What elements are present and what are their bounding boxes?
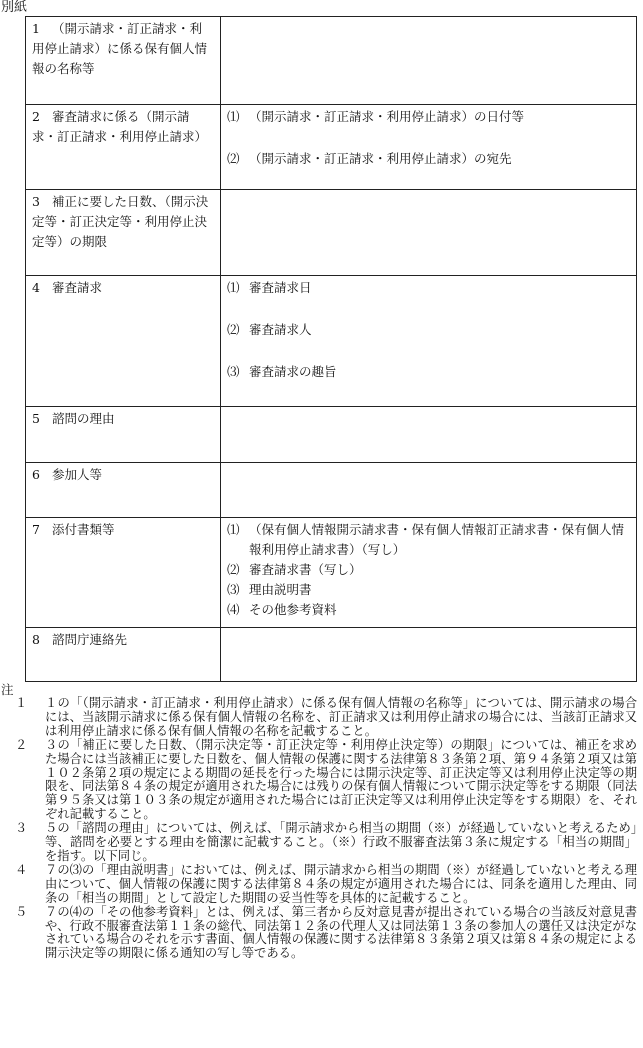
row-1-content-cell[interactable] (221, 17, 637, 105)
note-text: ７の⑷の「その他参考資料」とは、例えば、第三者から反対意見書が提出されている場合の当該反対意見書や、行政不服審査法第１１条の総代、同法第１２条の代理人又は同法第１３条の参加人の選任又は決定がなされている場合のそれを示す書面、個人情報の保護に関する法律第８３条第２項又は第８４条の規定による開示決定等の期限に係る通知の写し等である。 (45, 904, 637, 961)
item-index: ⑵ (227, 151, 240, 166)
page-label: 別紙 (1, 0, 28, 15)
list-item (227, 520, 630, 560)
row-6-label-cell (26, 463, 221, 518)
row-label: 添付書類等 (52, 522, 115, 537)
table-row (26, 276, 637, 407)
item-text: （保有個人情報開示請求書・保有個人情報訂正請求書・保有個人情報利用停止請求書）（写し） (249, 522, 625, 557)
row-2-content-cell (221, 105, 637, 190)
row-5-label-cell (26, 407, 221, 463)
row-3-content-cell[interactable] (221, 190, 637, 276)
list-item (227, 600, 630, 620)
note-number: ２ (15, 737, 28, 752)
notes-title: 注 (1, 682, 14, 697)
list-item (227, 278, 630, 298)
note-item (15, 739, 637, 822)
item-index: ⑴ (227, 522, 240, 537)
row-4-content-cell (221, 276, 637, 407)
notes-list (15, 697, 637, 961)
table-row (26, 463, 637, 518)
note-number: ５ (15, 904, 28, 919)
table-row (26, 190, 637, 276)
item-text: その他参考資料 (249, 602, 337, 617)
note-number: １ (15, 696, 28, 710)
row-label: 審査請求 (52, 280, 103, 295)
row-number: 1 (32, 21, 40, 36)
item-text: （開示請求・訂正請求・利用停止請求）の日付等 (249, 109, 525, 124)
note-item (15, 697, 637, 739)
row-8-label-cell (26, 628, 221, 682)
item-text: （開示請求・訂正請求・利用停止請求）の宛先 (249, 151, 512, 166)
list-item (227, 362, 630, 382)
table-row (26, 518, 637, 628)
note-number: ３ (15, 821, 28, 836)
note-item (15, 864, 637, 906)
row-number: 7 (32, 522, 40, 537)
row-6-content-cell[interactable] (221, 463, 637, 518)
row-number: 8 (32, 632, 40, 647)
row-label: 参加人等 (52, 467, 103, 482)
table-row (26, 628, 637, 682)
list-item (227, 320, 630, 340)
item-text: 理由説明書 (249, 582, 312, 597)
list-item (227, 149, 630, 169)
row-1-label-cell (26, 17, 221, 105)
table-row (26, 407, 637, 463)
note-text: ５の「諮問の理由」については、例えば、「開示請求から相当の期間（※）が経過していないと考えるため」等、諮問を必要とする理由を簡潔に記載すること。（※）行政不服審査法第３条に規定する「相当の期間」を指す。以下同じ。 (45, 821, 637, 863)
list-item (227, 107, 630, 127)
row-2-label-cell (26, 105, 221, 190)
note-item (15, 906, 637, 962)
table-row (26, 17, 637, 105)
row-label: 審査請求に係る（開示請求・訂正請求・利用停止請求） (32, 109, 208, 144)
row-label: （開示請求・訂正請求・利用停止請求）に係る保有個人情報の名称等 (32, 21, 208, 76)
item-index: ⑶ (227, 582, 240, 597)
row-number: 4 (32, 280, 40, 295)
note-item (15, 822, 637, 864)
table-row (26, 105, 637, 190)
item-index: ⑵ (227, 322, 240, 337)
row-label: 補正に要した日数、（開示決定等・訂正決定等・利用停止決定等）の期限 (32, 194, 209, 249)
row-number: 3 (32, 194, 40, 209)
item-index: ⑶ (227, 364, 240, 379)
item-index: ⑴ (227, 280, 240, 295)
row-8-content-cell[interactable] (221, 628, 637, 682)
item-index: ⑴ (227, 109, 240, 124)
item-index: ⑷ (227, 602, 240, 617)
row-label: 諮問の理由 (52, 411, 115, 426)
row-5-content-cell[interactable] (221, 407, 637, 463)
note-text: ７の⑶の「理由説明書」においては、例えば、開示請求から相当の期間（※）が経過していないと考える理由について、個人情報の保護に関する法律第８４条の規定が適用された場合には、同条を適用した理由、同条の「相当の期間」として設定した期間の妥当性等を具体的に記載すること。 (45, 862, 637, 905)
form-table (25, 16, 637, 682)
list-item (227, 560, 630, 580)
note-text: １の「（開示請求・訂正請求・利用停止請求）に係る保有個人情報の名称等」については、開示請求の場合には、当該開示請求に係る保有個人情報の名称を、訂正請求又は利用停止請求の場合には、当該訂正請求又は利用停止請求に係る保有個人情報の名称を記載すること。 (45, 696, 637, 738)
row-7-label-cell (26, 518, 221, 628)
item-index: ⑵ (227, 562, 240, 577)
row-7-content-cell (221, 518, 637, 628)
row-number: 6 (32, 467, 40, 482)
row-number: 5 (32, 411, 40, 426)
item-text: 審査請求書（写し） (249, 562, 362, 577)
item-text: 審査請求日 (249, 280, 312, 295)
row-label: 諮問庁連絡先 (52, 632, 128, 647)
row-number: 2 (32, 109, 40, 124)
note-number: ４ (15, 862, 28, 877)
item-text: 審査請求の趣旨 (249, 364, 337, 379)
list-item (227, 580, 630, 600)
item-text: 審査請求人 (249, 322, 312, 337)
row-4-label-cell (26, 276, 221, 407)
note-text: ３の「補正に要した日数、（開示決定等・訂正決定等・利用停止決定等）の期限」については、補正を求めた場合には当該補正に要した日数を、個人情報の保護に関する法律第８３条第２項、第９４条第２項又は第１０２条第２項の規定による期間の延長を行った場合には開示決定等、訂正決定等又は利用停止決定等の期限を、同法第８４条の規定が適用された場合には残りの保有個人情報について開示決定等をする期限（同法第９５条又は第１０３条の規定が適用された場合には訂正決定等又は利用停止決定等をする期限）を、それぞれ記載すること。 (45, 737, 637, 822)
row-3-label-cell (26, 190, 221, 276)
